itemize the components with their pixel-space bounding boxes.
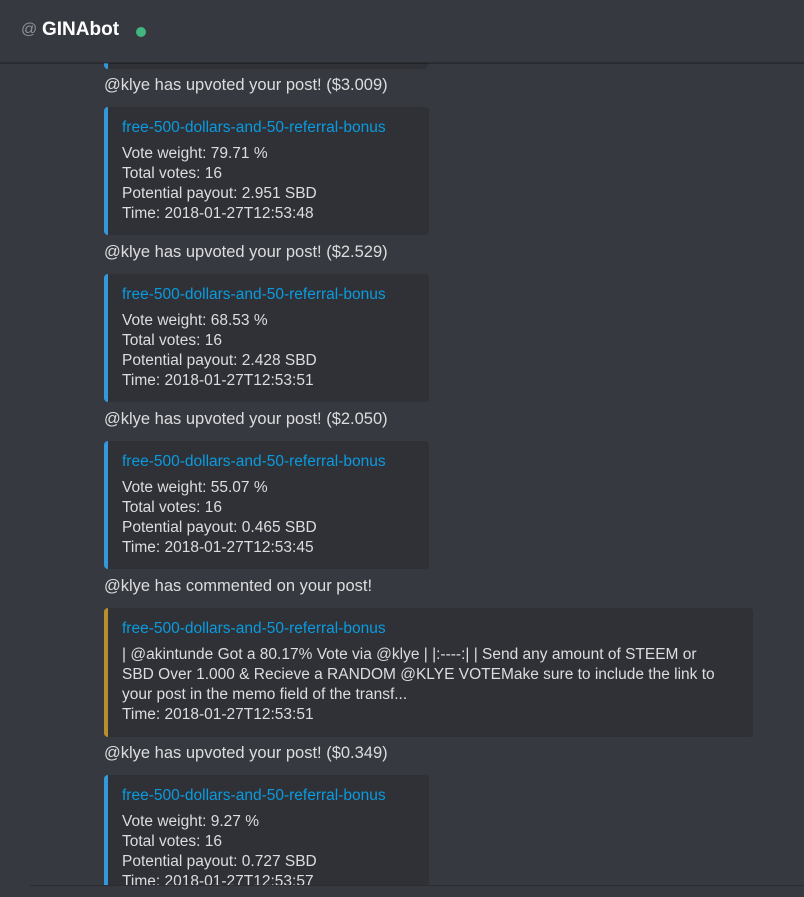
comment-text-line: SBD Over 1.000 & Recieve a RANDOM @KLYE VOTEMake sure to include the link to: [122, 666, 715, 683]
message-text: @klye has commented on your post!: [104, 577, 373, 595]
vote-time: Time: 2018-01-27T12:53:48: [122, 205, 314, 222]
upvote-embed: [104, 274, 429, 402]
embed-title-link[interactable]: free-500-dollars-and-50-referral-bonus: [122, 286, 386, 303]
comment-text-line: your post in the memo field of the transf...: [122, 686, 408, 703]
at-icon: @: [21, 21, 38, 38]
potential-payout: Potential payout: 0.465 SBD: [122, 519, 317, 536]
embed-title-link[interactable]: free-500-dollars-and-50-referral-bonus: [122, 620, 386, 637]
potential-payout: Potential payout: 0.727 SBD: [122, 853, 317, 870]
upvote-embed: [104, 441, 429, 569]
vote-time: Time: 2018-01-27T12:53:51: [122, 372, 314, 389]
potential-payout: Potential payout: 2.951 SBD: [122, 185, 317, 202]
total-votes: Total votes: 16: [122, 499, 222, 516]
vote-weight: Vote weight: 9.27 %: [122, 813, 260, 830]
message-input-area[interactable]: [30, 885, 804, 897]
message-text: @klye has upvoted your post! ($2.529): [104, 243, 388, 261]
comment-text-line: | @akintunde Got a 80.17% Vote via @klye | |:----:| | Send any amount of STEEM or: [122, 646, 697, 663]
dm-username[interactable]: GINAbot: [42, 19, 120, 40]
total-votes: Total votes: 16: [122, 332, 222, 349]
vote-time: Time: 2018-01-27T12:53:57: [122, 873, 314, 885]
vote-weight: Vote weight: 55.07 %: [122, 479, 268, 496]
dm-header: [0, 0, 804, 63]
online-status-icon: [136, 27, 146, 37]
message-text: @klye has upvoted your post! ($3.009): [104, 76, 388, 94]
upvote-embed: [104, 107, 429, 235]
message-text: @klye has upvoted your post! ($0.349): [104, 744, 388, 762]
total-votes: Total votes: 16: [122, 165, 222, 182]
embed-title-link[interactable]: free-500-dollars-and-50-referral-bonus: [122, 119, 386, 136]
embed-title-link[interactable]: free-500-dollars-and-50-referral-bonus: [122, 787, 386, 804]
total-votes: Total votes: 16: [122, 833, 222, 850]
message-text: @klye has upvoted your post! ($2.050): [104, 410, 388, 428]
comment-time: Time: 2018-01-27T12:53:51: [122, 706, 314, 723]
vote-weight: Vote weight: 79.71 %: [122, 145, 268, 162]
potential-payout: Potential payout: 2.428 SBD: [122, 352, 317, 369]
message-feed[interactable]: [0, 63, 804, 885]
vote-weight: Vote weight: 68.53 %: [122, 312, 268, 329]
comment-embed: [104, 608, 753, 737]
upvote-embed: [104, 775, 429, 885]
vote-time: Time: 2018-01-27T12:53:45: [122, 539, 314, 556]
partial-embed: [104, 63, 428, 69]
embed-title-link[interactable]: free-500-dollars-and-50-referral-bonus: [122, 453, 386, 470]
